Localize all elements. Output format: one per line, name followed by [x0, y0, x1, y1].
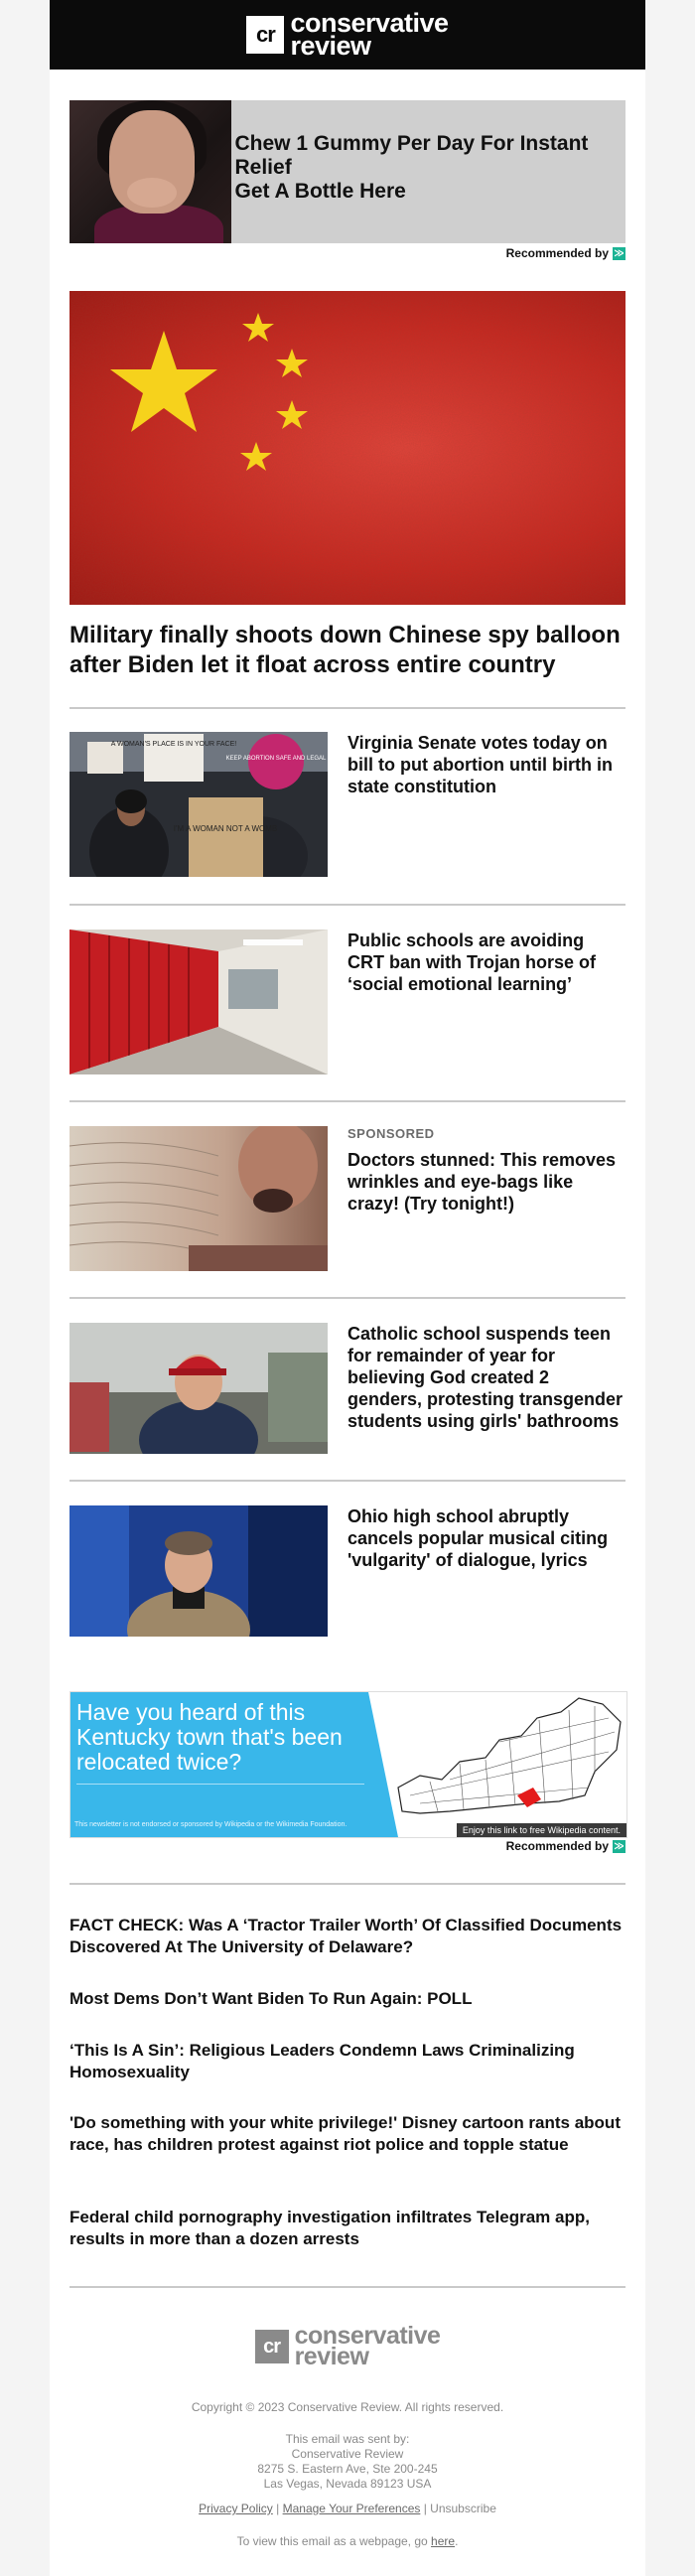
story-image-teen[interactable]	[70, 1323, 328, 1468]
china-flag-graphic	[70, 291, 626, 605]
footer-logo-mark: cr	[255, 2330, 289, 2363]
divider	[70, 2286, 626, 2288]
story-text	[348, 732, 626, 797]
sender-address-1: 8275 S. Eastern Ave, Ste 200-245	[257, 2462, 438, 2476]
story-text	[348, 930, 626, 995]
unsubscribe-link[interactable]: Unsubscribe	[430, 2502, 496, 2515]
story-card-sponsored[interactable]	[70, 1126, 626, 1273]
privacy-policy-link[interactable]: Privacy Policy	[199, 2502, 273, 2515]
hero-headline[interactable]: Military finally shoots down Chinese spy balloon after Biden let it float across entire country	[70, 622, 621, 678]
recommended-by[interactable]	[506, 246, 626, 260]
copyright: Copyright © 2023 Conservative Review. All rights reserved.	[191, 2400, 504, 2414]
footer-logo-text	[294, 2322, 441, 2370]
webpage-link[interactable]: here	[431, 2534, 456, 2548]
story-text	[348, 1505, 626, 1571]
sign-text-1: A WOMAN'S PLACE IS IN YOUR FACE!	[110, 741, 237, 748]
link-separator: |	[272, 2502, 283, 2515]
sender-address-2: Las Vegas, Nevada 89123 USA	[263, 2477, 432, 2491]
top-ad-image[interactable]	[70, 100, 231, 243]
sign-text-3: I'M A WOMAN NOT A WOMB	[173, 824, 278, 833]
footer-logo-line-1: conservative	[294, 2322, 441, 2350]
logo-mark: cr	[246, 16, 284, 54]
email-content	[50, 70, 645, 2576]
story-image-skin[interactable]	[70, 1126, 328, 1271]
story-text	[348, 1126, 626, 1215]
top-ad[interactable]	[70, 100, 626, 243]
logo-line-2: review	[290, 31, 371, 61]
webpage-notice-prefix: To view this email as a webpage, go	[236, 2534, 432, 2548]
link-separator: |	[420, 2502, 431, 2515]
bottom-ad-disclaimer: This newsletter is not endorsed or sponsored by Wikipedia or the Wikimedia Foundation.	[74, 1821, 348, 1828]
sender-block	[50, 2432, 645, 2492]
bottom-ad-headline[interactable]: Have you heard of this Kentucky town that's been relocated twice?	[76, 1699, 343, 1775]
manage-preferences-link[interactable]: Manage Your Preferences	[282, 2502, 421, 2515]
divider	[70, 1297, 626, 1299]
story-card[interactable]	[70, 732, 626, 879]
sent-by-label: This email was sent by:	[285, 2432, 410, 2446]
story-text	[348, 1323, 626, 1432]
logo-line-1: conservative	[290, 8, 449, 38]
divider	[70, 1883, 626, 1885]
story-title[interactable]: Catholic school suspends teen for remainder of year for believing God created 2 genders, protesting transgender students using girls' bathrooms	[348, 1324, 624, 1431]
story-image-lockers[interactable]	[70, 930, 328, 1074]
recommended-label: Recommended by	[505, 246, 609, 260]
headline-link[interactable]: ‘This Is A Sin’: Religious Leaders Condemn Laws Criminalizing Homosexuality	[70, 2041, 575, 2081]
story-title[interactable]: Doctors stunned: This removes wrinkles and eye-bags like crazy! (Try tonight!)	[348, 1150, 617, 1214]
footer-logo[interactable]	[50, 2322, 645, 2370]
story-title[interactable]: Public schools are avoiding CRT ban with Trojan horse of ‘social emotional learning’	[348, 930, 597, 994]
recommended-by-bottom[interactable]	[506, 1839, 626, 1853]
story-card[interactable]	[70, 1505, 626, 1652]
story-card[interactable]	[70, 1323, 626, 1470]
divider	[70, 1100, 626, 1102]
headline-link[interactable]: Federal child pornography investigation infiltrates Telegram app, results in more than a dozen arrests	[70, 2208, 590, 2248]
story-image-protest[interactable]	[70, 732, 328, 877]
divider	[70, 707, 626, 709]
logo-text	[290, 8, 449, 61]
divider	[70, 1480, 626, 1482]
footer-brand[interactable]	[255, 2322, 441, 2370]
story-title[interactable]: Ohio high school abruptly cancels popular musical citing 'vulgarity' of dialogue, lyrics	[348, 1506, 609, 1570]
brand-logo[interactable]	[246, 8, 449, 61]
webpage-notice-suffix: .	[455, 2534, 459, 2548]
headline-link[interactable]: FACT CHECK: Was A ‘Tractor Trailer Worth’ Of Classified Documents Discovered At The University of Delaware?	[70, 1916, 623, 1956]
header-bar	[50, 0, 645, 70]
footer-links	[50, 2502, 645, 2516]
top-ad-headline-line2[interactable]: Get A Bottle Here	[234, 180, 406, 203]
webpage-notice	[50, 2534, 645, 2549]
sponsored-label: SPONSORED	[348, 1126, 435, 1141]
footer-logo-line-2: review	[294, 2343, 369, 2370]
bottom-ad[interactable]	[70, 1691, 627, 1838]
hero-image[interactable]	[70, 291, 626, 605]
top-ad-headline-line1[interactable]: Chew 1 Gummy Per Day For Instant Relief	[234, 132, 589, 179]
bottom-ad-caption: Enjoy this link to free Wikipedia content.	[457, 1823, 626, 1837]
headline-link[interactable]: Most Dems Don’t Want Biden To Run Again: POLL	[70, 1989, 473, 2008]
kentucky-map-graphic	[390, 1692, 626, 1837]
ad-hand-shape	[127, 178, 177, 208]
divider	[70, 904, 626, 906]
bottom-ad-rule	[76, 1784, 364, 1785]
story-image-interview[interactable]	[70, 1505, 328, 1650]
recommended-label: Recommended by	[505, 1839, 609, 1853]
story-card[interactable]	[70, 930, 626, 1076]
top-ad-headline[interactable]	[231, 100, 626, 243]
sender-name: Conservative Review	[291, 2447, 404, 2461]
story-title[interactable]: Virginia Senate votes today on bill to put abortion until birth in state constitution	[348, 733, 613, 796]
recommender-icon: ≫	[614, 1840, 625, 1852]
headline-link[interactable]: 'Do something with your white privilege!' Disney cartoon rants about race, has children protest against riot police and topple statue	[70, 2113, 621, 2154]
sign-text-2: KEEP ABORTION SAFE AND LEGAL	[225, 756, 327, 762]
recommender-icon: ≫	[614, 247, 625, 259]
